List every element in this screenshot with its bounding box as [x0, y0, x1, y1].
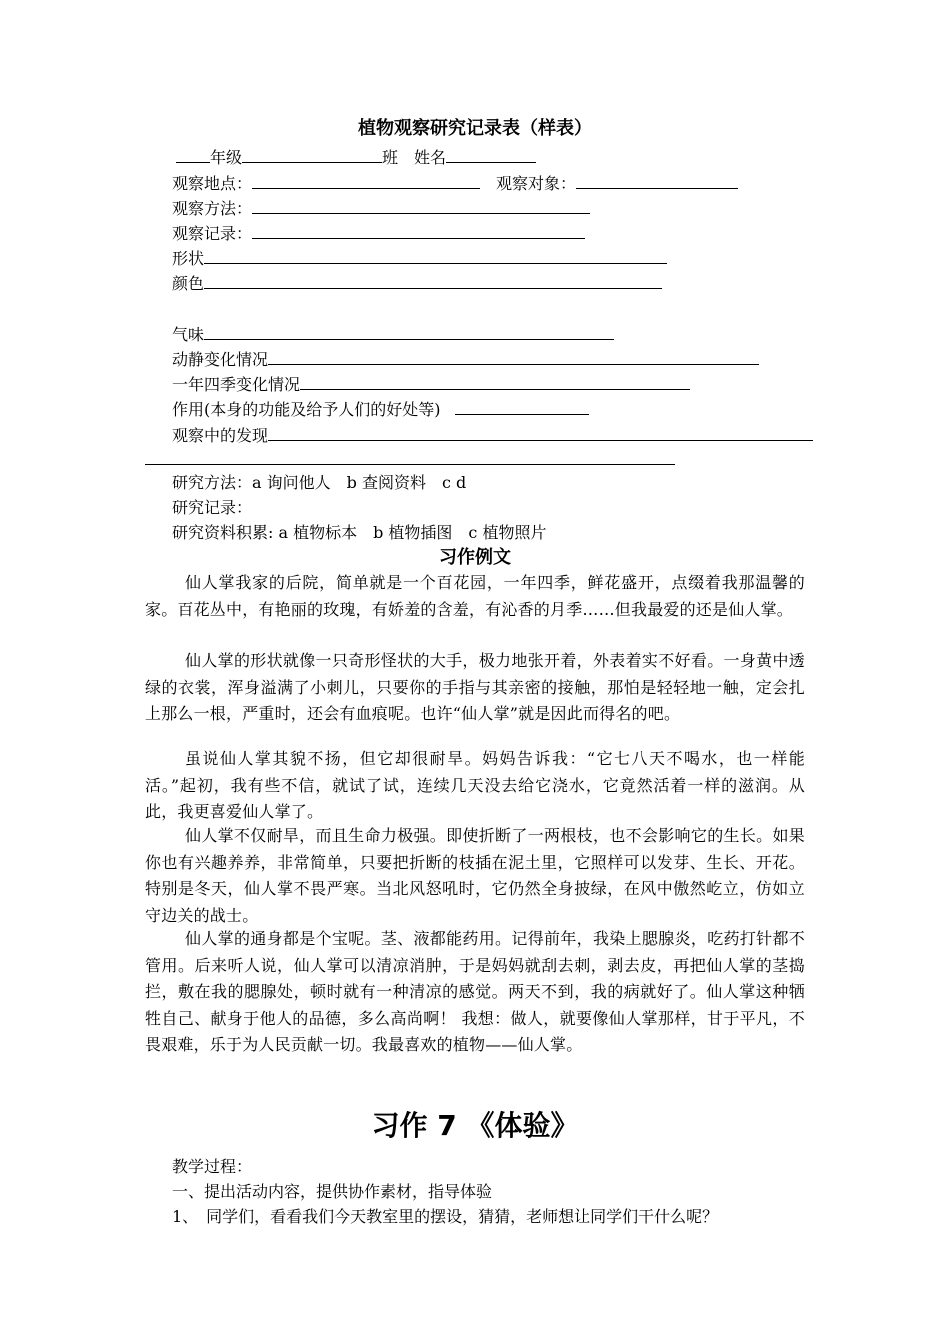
grade-label: 年级 — [210, 148, 243, 167]
color-row — [172, 272, 662, 294]
lesson-step-1: 一、提出活动内容，提供协作素材，指导体验 — [172, 1182, 493, 1201]
seasons-label: 一年四季变化情况 — [172, 375, 301, 394]
class-label: 班 — [382, 148, 399, 167]
name-label: 姓名 — [414, 148, 447, 167]
lesson-item-1: 1、 同学们，看看我们今天教室里的摆设，猜猜，老师想让同学们干什么呢？ — [172, 1207, 719, 1226]
essay-paragraph-5: 仙人掌的通身都是个宝呢。茎、液都能药用。记得前年，我染上腮腺炎，吃药打针都不管用。后来听人说，仙人掌可以清凉消肿，于是妈妈就刮去刺，剥去皮，再把仙人掌的茎捣拦，敷在我的腮腺处，顿时就有一种清凉的感觉。两天不到，我的病就好了。仙人掌这种牺牲自己、献身于他人的品德，多么高尚啊！ 我想：做人，就要像仙人掌那样，甘于平凡，不畏艰难，乐于为人民贡献一切。我最喜欢的植物——仙人掌。 — [145, 929, 805, 1054]
discovery-row — [172, 424, 813, 446]
record-label: 观察记录： — [172, 224, 253, 243]
lesson-process-label: 教学过程： — [172, 1157, 253, 1176]
record-blank — [252, 222, 585, 239]
research-record: 研究记录： — [172, 498, 253, 517]
discovery-blank — [268, 424, 813, 441]
motion-blank — [268, 348, 759, 365]
grade-class-name-row — [176, 146, 536, 168]
essay-paragraph-1: 仙人掌我家的后院，简单就是一个百花园，一年四季，鲜花盛开，点缀着我那温馨的家。百花丛中，有艳丽的玫瑰，有娇羞的含羞，有沁香的月季……但我最爱的还是仙人掌。 — [145, 573, 805, 619]
lesson-heading: 习作 7 《体验》 — [371, 1109, 579, 1142]
smell-label: 气味 — [172, 325, 205, 344]
discovery-blank-2 — [145, 448, 675, 465]
form-title: 植物观察研究记录表（样表） — [358, 118, 592, 139]
object-label: 观察对象： — [496, 174, 577, 193]
method-row — [172, 197, 590, 219]
seasons-row — [172, 373, 690, 395]
research-materials: 研究资料积累: a 植物标本 b 植物插图 c 植物照片 — [172, 523, 547, 542]
discovery-continuation-row — [145, 448, 675, 470]
shape-row — [172, 247, 667, 269]
grade-blank — [176, 146, 210, 163]
class-blank — [242, 146, 382, 163]
method-label: 观察方法： — [172, 199, 253, 218]
method-blank — [252, 197, 590, 214]
name-blank — [446, 146, 536, 163]
research-methods: 研究方法：a 询问他人 b 查阅资料 c d — [172, 473, 467, 492]
shape-blank — [204, 247, 667, 264]
essay-paragraph-2: 仙人掌的形状就像一只奇形怪状的大手，极力地张开着，外表着实不好看。一身黄中透绿的衣裳，浑身溢满了小刺儿，只要你的手指与其亲密的接触，那怕是轻轻地一触，定会扎上那么一根，严重时，还会有血痕呢。也许“仙人掌”就是因此而得名的吧。 — [145, 651, 805, 723]
essay-heading: 习作例文 — [439, 547, 511, 568]
shape-label: 形状 — [172, 249, 205, 268]
smell-blank — [204, 323, 614, 340]
discovery-label: 观察中的发现 — [172, 426, 269, 445]
location-blank — [252, 172, 480, 189]
seasons-blank — [300, 373, 690, 390]
motion-row — [172, 348, 759, 370]
use-row — [172, 398, 589, 420]
essay-paragraph-4: 仙人掌不仅耐旱，而且生命力极强。即使折断了一两根枝，也不会影响它的生长。如果你也有兴趣养养，非常简单，只要把折断的枝插在泥土里，它照样可以发芽、生长、开花。特别是冬天，仙人掌不畏严寒。当北风怒吼时，它仍然全身披绿，在风中傲然屹立，仿如立守边关的战士。 — [145, 826, 805, 925]
object-blank — [576, 172, 738, 189]
use-label: 作用(本身的功能及给予人们的好处等) — [172, 400, 441, 419]
essay-paragraph-3: 虽说仙人掌其貌不扬，但它却很耐旱。妈妈告诉我：“它七八天不喝水，也一样能活。”起初，我有些不信，就试了试，连续几天没去给它浇水，它竟然活着一样的滋润。从此，我更喜爱仙人掌了。 — [145, 749, 805, 821]
use-blank — [455, 398, 589, 415]
location-label: 观察地点： — [172, 174, 253, 193]
motion-label: 动静变化情况 — [172, 350, 269, 369]
smell-row — [172, 323, 614, 345]
color-blank — [204, 272, 662, 289]
location-object-row — [172, 172, 738, 194]
record-row — [172, 222, 585, 244]
color-label: 颜色 — [172, 274, 205, 293]
